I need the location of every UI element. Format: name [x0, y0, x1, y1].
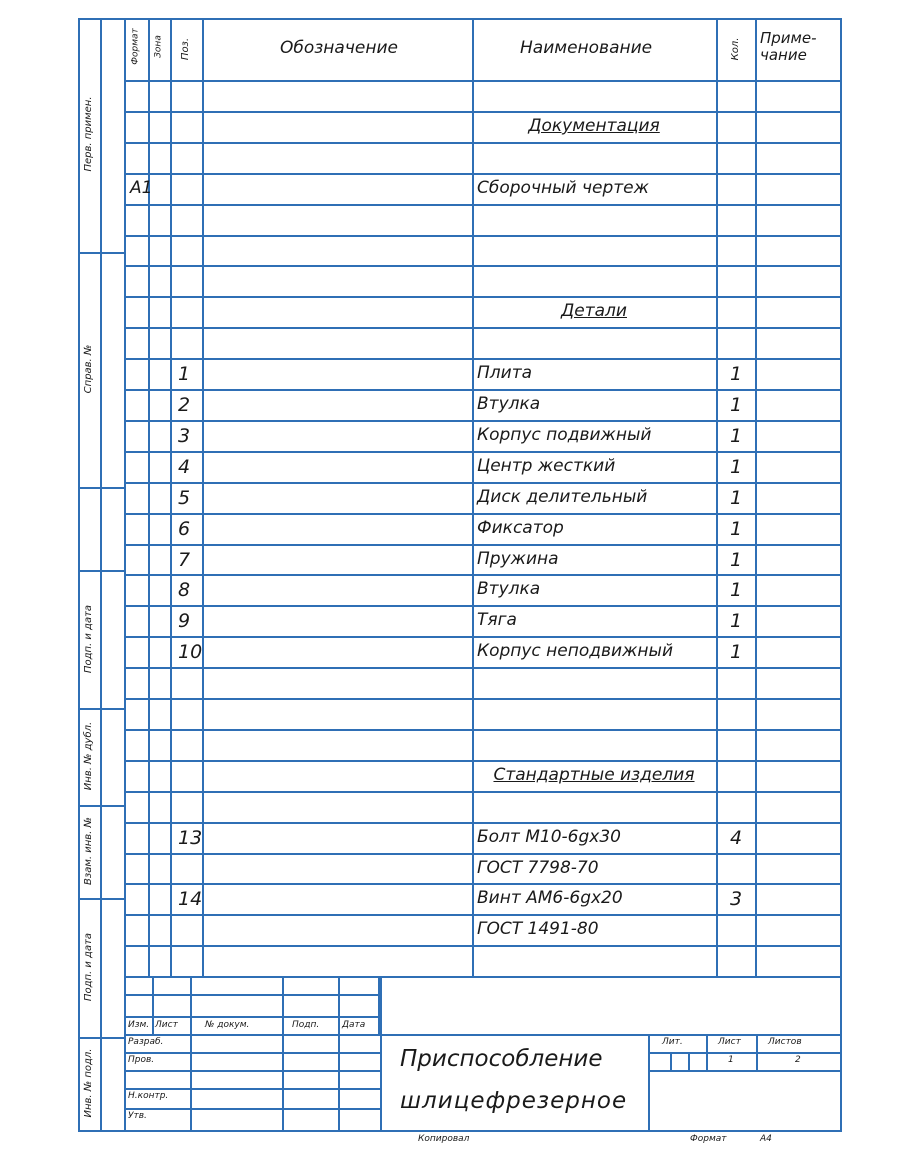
- header-pos: Поз.: [180, 37, 191, 61]
- title-line-2: шлицефрезерное: [400, 1088, 628, 1114]
- sheets-value: 2: [795, 1055, 801, 1065]
- title-col-header: Изм.: [128, 1020, 150, 1030]
- row-qty: 1: [730, 425, 743, 447]
- side-label: Подп. и дата: [83, 604, 94, 674]
- title-role: Н.контр.: [128, 1091, 169, 1101]
- row-line: [124, 945, 840, 947]
- row-line: [124, 482, 840, 484]
- footer-format-label: Формат: [690, 1134, 727, 1144]
- col-divider: [716, 18, 718, 976]
- row-line: [124, 914, 840, 916]
- frame-bottom: [78, 1130, 842, 1132]
- lit-bottom: [648, 1070, 840, 1072]
- row-line: [124, 698, 840, 700]
- col-divider: [755, 18, 757, 976]
- row-pos: 7: [178, 549, 191, 571]
- row-name: Центр жесткий: [477, 456, 616, 476]
- section-title: Детали: [561, 301, 627, 321]
- row-name: Корпус неподвижный: [477, 641, 673, 661]
- title-role: Пров.: [128, 1055, 155, 1065]
- col-divider: [148, 18, 150, 976]
- side-left-outer: [78, 18, 80, 1130]
- row-line: [124, 574, 840, 576]
- col-divider: [170, 18, 172, 976]
- row-line: [124, 513, 840, 515]
- row-pos: 13: [178, 827, 203, 849]
- row-pos: 9: [178, 610, 191, 632]
- header-note: Приме- чание: [760, 29, 817, 65]
- row-line: [124, 173, 840, 175]
- row-line: [124, 358, 840, 360]
- title-row-line: [124, 1070, 380, 1072]
- row-name: Сборочный чертеж: [477, 178, 649, 198]
- row-pos: 6: [178, 518, 191, 540]
- section-title: Документация: [528, 116, 660, 136]
- row-line: [124, 204, 840, 206]
- title-top-divider: [380, 1034, 840, 1036]
- title-col-line: [282, 976, 284, 1034]
- footer-copied: Копировал: [418, 1134, 470, 1144]
- row-pos: 14: [178, 888, 203, 910]
- side-left-inner: [100, 18, 102, 1130]
- lit-label: Лит.: [662, 1037, 683, 1047]
- row-line: [124, 142, 840, 144]
- row-qty: 1: [730, 456, 743, 478]
- col-divider: [202, 18, 204, 976]
- frame-right: [840, 18, 842, 1132]
- row-qty: 1: [730, 487, 743, 509]
- row-pos: 5: [178, 487, 191, 509]
- title-role: Разраб.: [128, 1037, 164, 1047]
- title-line-1: Приспособление: [400, 1046, 603, 1072]
- side-label: Инв. № подл.: [83, 1048, 94, 1118]
- row-name: Винт АМ6-6gх20: [477, 888, 623, 908]
- row-pos: 8: [178, 579, 191, 601]
- title-divider: [380, 976, 382, 1130]
- title-col-line: [338, 1034, 340, 1130]
- side-label: Взам. инв. №: [83, 817, 94, 885]
- row-line: [124, 265, 840, 267]
- header-qty: Кол.: [730, 37, 741, 61]
- title-col-header: № докум.: [205, 1020, 250, 1030]
- title-col-line: [338, 976, 340, 1034]
- row-name: Втулка: [477, 579, 541, 599]
- row-name: ГОСТ 1491-80: [477, 919, 599, 939]
- row-qty: 1: [730, 518, 743, 540]
- row-line: [124, 853, 840, 855]
- row-line: [124, 760, 840, 762]
- row-name: Пружина: [477, 549, 559, 569]
- row-qty: 3: [730, 888, 743, 910]
- row-qty: 1: [730, 610, 743, 632]
- section-title: Стандартные изделия: [493, 765, 695, 785]
- sheet-label: Лист: [718, 1037, 741, 1047]
- row-pos: 1: [178, 363, 191, 385]
- title-col-header: Лист: [155, 1020, 178, 1030]
- header-name: Наименование: [520, 38, 653, 58]
- row-name: Болт М10-6gх30: [477, 827, 621, 847]
- row-qty: 1: [730, 394, 743, 416]
- side-sep: [78, 252, 124, 254]
- row-pos: 3: [178, 425, 191, 447]
- sheets-label: Листов: [768, 1037, 802, 1047]
- lit-sub: [648, 1052, 840, 1054]
- title-row-line: [124, 1088, 380, 1090]
- row-line: [124, 791, 840, 793]
- row-qty: 1: [730, 579, 743, 601]
- title-row-line: [124, 1108, 380, 1110]
- row-pos: 2: [178, 394, 191, 416]
- row-qty: 1: [730, 549, 743, 571]
- title-block-top: [124, 976, 840, 978]
- side-label: Инв. № дубл.: [83, 721, 94, 791]
- lit-cell: [670, 1052, 672, 1070]
- row-name: ГОСТ 7798-70: [477, 858, 599, 878]
- title-col-line: [282, 1034, 284, 1130]
- row-line: [124, 111, 840, 113]
- title-col-header: Дата: [342, 1020, 366, 1030]
- header-zone: Зона: [153, 35, 164, 58]
- row-line: [124, 420, 840, 422]
- row-qty: 1: [730, 641, 743, 663]
- header-format: Формат: [130, 28, 141, 65]
- row-format: А1: [130, 178, 153, 198]
- lit-cell: [688, 1052, 690, 1070]
- row-line: [124, 544, 840, 546]
- title-col-line: [152, 976, 154, 1034]
- title-role: Утв.: [128, 1111, 147, 1121]
- title-col-header: Подп.: [292, 1020, 320, 1030]
- row-name: Фиксатор: [477, 518, 564, 538]
- row-line: [124, 389, 840, 391]
- row-pos: 4: [178, 456, 191, 478]
- row-name: Диск делительный: [477, 487, 648, 507]
- row-line: [124, 729, 840, 731]
- row-line: [124, 883, 840, 885]
- row-name: Корпус подвижный: [477, 425, 652, 445]
- right-block-divider: [648, 1034, 650, 1130]
- title-col-line: [190, 1034, 192, 1130]
- title-row-line: [124, 1034, 380, 1036]
- side-label: Перв. примен.: [83, 96, 94, 172]
- title-row-line: [124, 994, 380, 996]
- title-row-line: [124, 1052, 380, 1054]
- side-sep: [78, 487, 124, 489]
- side-label: Подп. и дата: [83, 932, 94, 1002]
- side-sep: [78, 570, 124, 572]
- row-line: [124, 451, 840, 453]
- row-qty: 1: [730, 363, 743, 385]
- row-name: Втулка: [477, 394, 541, 414]
- row-line: [124, 822, 840, 824]
- title-row-line: [124, 1016, 380, 1018]
- sheet-value: 1: [728, 1055, 734, 1065]
- row-line: [124, 636, 840, 638]
- side-top: [78, 18, 124, 20]
- row-line: [124, 605, 840, 607]
- row-line: [124, 667, 840, 669]
- header-designation: Обозначение: [280, 38, 398, 58]
- col-divider: [472, 18, 474, 976]
- row-line: [124, 296, 840, 298]
- footer-format-value: А4: [760, 1134, 772, 1144]
- row-qty: 4: [730, 827, 743, 849]
- row-line: [124, 235, 840, 237]
- row-name: Плита: [477, 363, 533, 383]
- side-label: Справ. №: [83, 344, 94, 394]
- row-pos: 10: [178, 641, 203, 663]
- row-name: Тяга: [477, 610, 517, 630]
- row-line: [124, 327, 840, 329]
